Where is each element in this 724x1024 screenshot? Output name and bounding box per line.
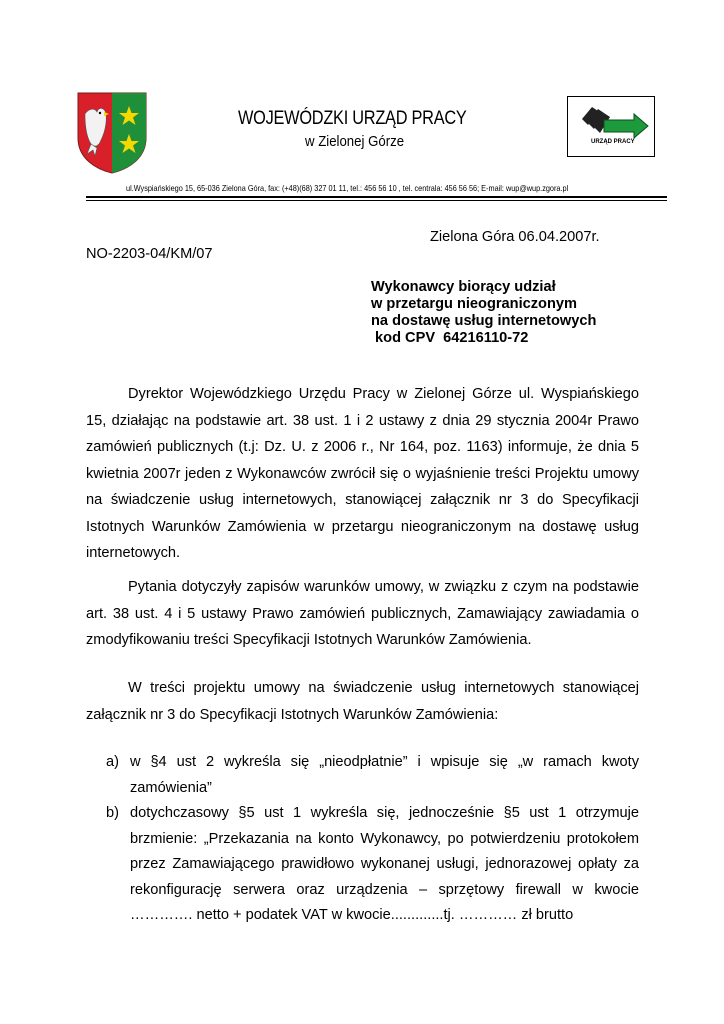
list-item-label: b) xyxy=(106,805,119,821)
list-item-text: dotychczasowy §5 ust 1 wykreśla się, jednocześnie §5 ust 1 otrzymuje brzmienie: „Przekazania na konto Wykonawcy, po potwierdzeniu protokołem przez Zamawiającego prawidłowo wykonanej usługi, jednorazowej opłaty za rekonfigurację serwera oraz urządzenia – sprzętowy firewall w kwocie …………. netto + podatek VAT w kwocie.............tj. ………… zł brutto xyxy=(130,805,639,923)
crest-logo-icon xyxy=(77,92,147,174)
document-reference: NO-2203-04/KM/07 xyxy=(86,246,213,262)
office-address: ul.Wyspiańskiego 15, 65-036 Zielona Góra, fax: (+48)(68) 327 01 11, tel.: 456 56 10 , tel. centrala: 456 56 56; E-mail: wup@wup.zgora.pl xyxy=(126,183,569,193)
document-date: Zielona Góra 06.04.2007r. xyxy=(430,229,600,245)
list-item xyxy=(106,801,639,929)
list-item xyxy=(106,750,639,801)
header-divider-thin xyxy=(86,200,667,201)
body-paragraph-2: Pytania dotyczyły zapisów warunków umowy, w związku z czym na podstawie art. 38 ust. 4 i 5 ustawy Prawo zamówień publicznych, Zamawiający zawiadamia o zmodyfikowaniu treści Specyfikacji Istotnych Warunków Zamówienia. xyxy=(86,579,639,648)
urzad-pracy-logo xyxy=(567,96,655,157)
office-subtitle: w Zielonej Górze xyxy=(305,133,405,150)
addressee-line: kod CPV 64216110-72 xyxy=(371,330,529,346)
addressee-line: Wykonawcy biorący udział xyxy=(371,279,556,295)
body-paragraph-3: W treści projektu umowy na świadczenie usług internetowych stanowiącej załącznik nr 3 do Specyfikacji Istotnych Warunków Zamówienia: xyxy=(86,680,639,723)
addressee-line: w przetargu nieograniczonym xyxy=(371,296,577,312)
arrow-logo-icon xyxy=(568,97,654,156)
header-divider xyxy=(86,196,667,198)
body-paragraph-1: Dyrektor Wojewódzkiego Urzędu Pracy w Zielonej Górze ul. Wyspiańskiego 15, działając na podstawie art. 38 ust. 1 i 2 ustawy z dnia 29 stycznia 2004r Prawo zamówień publicznych (t.j: Dz. U. z 2006 r., Nr 164, poz. 1163) informuje, że dnia 5 kwietnia 2007r jeden z Wykonawców zwrócił się o wyjaśnienie treści Projektu umowy na świadczenie usług internetowych, stanowiącej załącznik nr 3 do Specyfikacji Istotnych Warunków Zamówienia w przetargu nieograniczonym na dostawę usług internetowych. xyxy=(86,386,639,561)
list-item-label: a) xyxy=(106,754,119,770)
office-title: WOJEWÓDZKI URZĄD PRACY xyxy=(238,108,467,129)
addressee-line: na dostawę usług internetowych xyxy=(371,313,597,329)
logo-caption: URZĄD PRACY xyxy=(591,139,635,145)
list-item-text: w §4 ust 2 wykreśla się „nieodpłatnie” i wpisuje się „w ramach kwoty zamówienia” xyxy=(130,754,639,796)
